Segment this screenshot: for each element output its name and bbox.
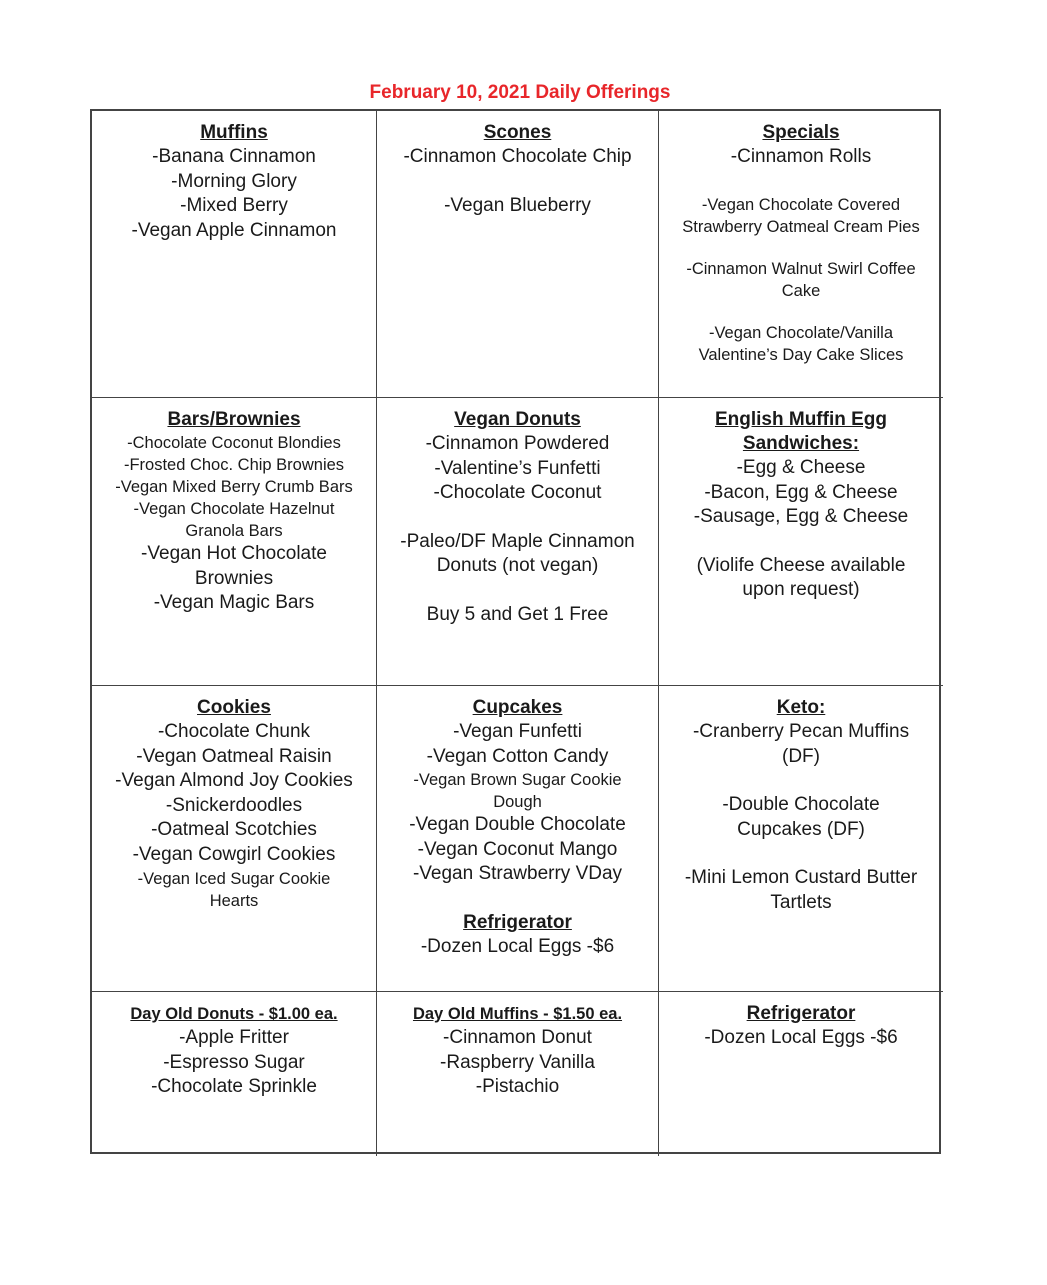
day-old-donuts-heading: Day Old Donuts - $1.00 ea. (130, 1005, 338, 1023)
menu-item: -Frosted Choc. Chip Brownies (123, 456, 345, 474)
day-old-muffins-cell (377, 992, 659, 1156)
menu-item: -Chocolate Chunk (157, 721, 311, 742)
menu-item: -Espresso Sugar (163, 1051, 305, 1073)
menu-item: -Vegan Blueberry (444, 194, 591, 216)
menu-item: -Vegan Strawberry VDay (412, 863, 623, 885)
menu-item: -Vegan Almond Joy Cookies (115, 770, 353, 792)
keto-heading: Keto: (776, 697, 826, 718)
menu-item: -Snickerdoodles (165, 794, 303, 816)
menu-item: -Raspberry Vanilla (440, 1051, 595, 1073)
menu-item: -Cinnamon Walnut Swirl Coffee Cake (686, 259, 916, 300)
menu-item: -Apple Fritter (179, 1027, 289, 1048)
menu-item: -Cinnamon Chocolate Chip (403, 146, 632, 167)
menu-item: -Vegan Hot Chocolate Brownies (141, 543, 327, 589)
refrigerator-subheading: Refrigerator (463, 911, 572, 933)
menu-item: -Vegan Cotton Candy (426, 745, 609, 767)
scones-cell (377, 111, 659, 398)
menu-item: -Cinnamon Donut (443, 1027, 592, 1048)
muffins-heading: Muffins (200, 122, 268, 143)
menu-item: -Bacon, Egg & Cheese (704, 481, 898, 503)
menu-item: -Cinnamon Powdered (425, 433, 610, 454)
menu-item: -Vegan Chocolate Covered Strawberry Oatmeal Cream Pies (682, 195, 920, 236)
cookies-heading: Cookies (197, 697, 271, 718)
english-muffin-cell (659, 398, 943, 686)
muffins-cell (92, 111, 377, 398)
menu-item: -Vegan Double Chocolate (409, 814, 626, 836)
menu-item: -Chocolate Coconut Blondies (127, 434, 341, 452)
menu-item: -Dozen Local Eggs -$6 (704, 1027, 898, 1048)
cupcakes-cell (377, 686, 659, 992)
menu-item: -Vegan Coconut Mango (417, 838, 618, 860)
vegan-donuts-cell (377, 398, 659, 686)
menu-item: -Double Chocolate Cupcakes (DF) (722, 794, 880, 840)
promo-text: Buy 5 and Get 1 Free (426, 603, 609, 625)
specials-heading: Specials (762, 122, 840, 143)
menu-item: -Sausage, Egg & Cheese (693, 506, 909, 528)
menu-item: -Morning Glory (171, 170, 297, 192)
vegan-donuts-heading: Vegan Donuts (454, 409, 581, 430)
menu-item: -Vegan Cowgirl Cookies (132, 843, 336, 865)
menu-item: -Egg & Cheese (736, 457, 866, 478)
menu-item: -Cranberry Pecan Muffins (DF) (692, 721, 910, 767)
menu-item: -Vegan Apple Cinnamon (131, 219, 337, 241)
day-old-donuts-cell (92, 992, 377, 1156)
menu-item: -Valentine’s Funfetti (434, 457, 601, 479)
menu-item: -Vegan Mixed Berry Crumb Bars (115, 478, 353, 496)
specials-cell (659, 111, 943, 398)
cookies-cell (92, 686, 377, 992)
menu-item: -Vegan Magic Bars (153, 592, 315, 614)
offerings-table (90, 109, 941, 1154)
menu-item: -Oatmeal Scotchies (151, 819, 317, 841)
menu-item: -Vegan Iced Sugar Cookie Hearts (137, 869, 331, 910)
menu-item: -Mini Lemon Custard Butter Tartlets (684, 867, 918, 913)
bars-brownies-heading: Bars/Brownies (167, 409, 301, 430)
menu-item: -Chocolate Sprinkle (151, 1076, 317, 1098)
english-muffin-heading: English Muffin Egg Sandwiches: (714, 409, 888, 454)
menu-item: -Vegan Funfetti (453, 721, 582, 742)
menu-item: -Paleo/DF Maple Cinnamon Donuts (not vegan) (400, 530, 635, 577)
refrigerator-heading: Refrigerator (746, 1003, 856, 1024)
menu-item: -Banana Cinnamon (152, 146, 316, 167)
refrigerator-cell (659, 992, 943, 1156)
menu-item: -Cinnamon Rolls (730, 146, 872, 167)
day-old-muffins-heading: Day Old Muffins - $1.50 ea. (412, 1005, 623, 1023)
page-title: February 10, 2021 Daily Offerings (369, 82, 671, 103)
menu-item: -Vegan Chocolate/Vanilla Valentine’s Day Cake Slices (698, 323, 904, 364)
scones-heading: Scones (483, 122, 552, 143)
menu-item: -Vegan Brown Sugar Cookie Dough (413, 771, 622, 812)
bars-brownies-cell (92, 398, 377, 686)
menu-item: -Vegan Oatmeal Raisin (136, 745, 332, 767)
keto-cell (659, 686, 943, 992)
cupcakes-heading: Cupcakes (472, 697, 563, 718)
menu-item: -Chocolate Coconut (433, 482, 602, 504)
menu-item: -Mixed Berry (180, 195, 288, 217)
menu-item: -Pistachio (475, 1076, 560, 1098)
menu-item: -Dozen Local Eggs -$6 (420, 935, 615, 957)
menu-item: -Vegan Chocolate Hazelnut Granola Bars (133, 500, 335, 540)
menu-note: (Violife Cheese available upon request) (696, 554, 906, 601)
